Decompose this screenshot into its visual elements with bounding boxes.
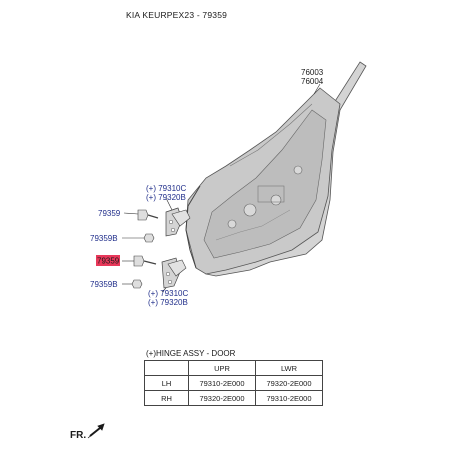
table-note: (+)HINGE ASSY - DOOR	[146, 349, 236, 358]
table-header-cell: LWR	[256, 361, 323, 376]
callout-lower-hinge-2: (+) 79320B	[148, 298, 188, 307]
callout-upper-hinge-1: (+) 79310C	[146, 184, 187, 193]
lower-nut	[132, 280, 142, 288]
front-arrow-icon	[88, 424, 104, 438]
callout-bolt-upper: 79359	[98, 209, 121, 218]
table-header-cell	[145, 361, 189, 376]
diagram-title: KIA KEURPEX23 - 79359	[126, 10, 228, 20]
table-cell: 79310-2E000	[256, 391, 323, 406]
callout-76003: 76003	[301, 68, 324, 77]
upper-bolt	[138, 210, 158, 220]
table-header-row	[145, 361, 323, 376]
table-cell: RH	[145, 391, 189, 406]
table-cell: LH	[145, 376, 189, 391]
hinge-assy-table	[144, 360, 323, 406]
direction-label: FR.	[70, 430, 87, 441]
lower-bolt	[134, 256, 156, 266]
callout-lower-hinge-1: (+) 79310C	[148, 289, 189, 298]
table-cell: 79320-2E000	[256, 376, 323, 391]
callout-nut-upper: 79359B	[90, 234, 118, 243]
table-cell: 79320-2E000	[189, 391, 256, 406]
callout-76004: 76004	[301, 77, 324, 86]
table-header-cell: UPR	[189, 361, 256, 376]
upper-nut	[144, 234, 154, 242]
table-cell: 79310-2E000	[189, 376, 256, 391]
door-panel	[186, 62, 366, 276]
table-row	[145, 376, 323, 391]
table-row	[145, 391, 323, 406]
callout-bolt-lower-highlighted[interactable]: 79359	[97, 256, 120, 266]
lower-hinge	[162, 258, 186, 288]
callout-nut-lower: 79359B	[90, 280, 118, 289]
callout-upper-hinge-2: (+) 79320B	[146, 193, 186, 202]
